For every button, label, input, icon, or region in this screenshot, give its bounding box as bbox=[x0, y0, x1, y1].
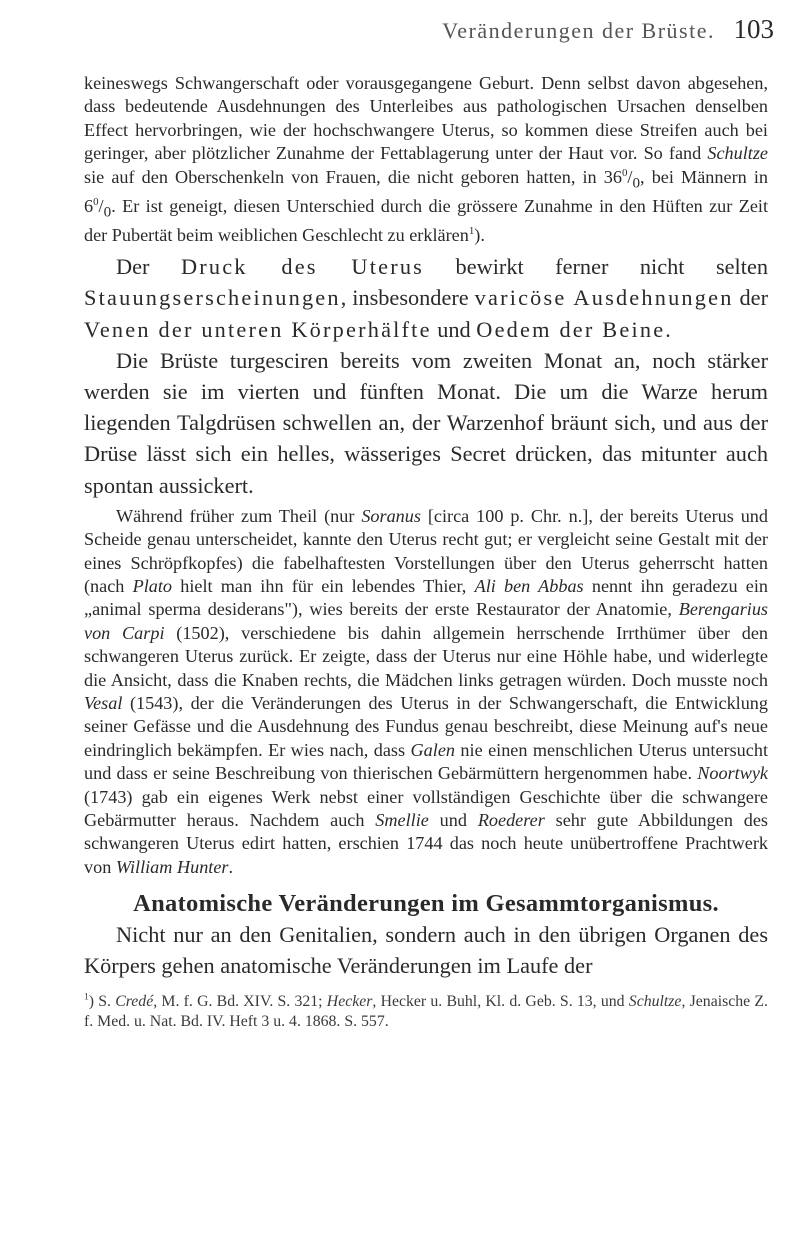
percent-sup: 0 bbox=[93, 195, 99, 208]
body-text bbox=[84, 72, 768, 1033]
paragraph-breasts: Die Brüste turgesciren bereits vom zweiten Monat an, noch stärker werden sie im vierten und fünften Monat. Die um die Warze herum liegenden Talgdrüsen schwellen an, der Warzenhof bräunt sich, und aus der Drüse lässt sich ein helles, wässeriges Secret drücken, das mitunter auch spontan aussickert. bbox=[84, 347, 768, 498]
author-name: Berengarius von Carpi bbox=[84, 599, 768, 643]
text-run: ) S. bbox=[88, 992, 116, 1010]
section-heading: Anatomische Veränderungen im Gesammtorganismus. bbox=[133, 890, 719, 918]
text-run: , Hecker u. Buhl, Kl. d. Geb. S. 13, und bbox=[372, 992, 629, 1010]
percent-slash: / bbox=[98, 195, 104, 216]
paragraph-continued bbox=[84, 72, 768, 247]
author-name: Galen bbox=[410, 739, 455, 760]
text-run: (1502), verschiedene bis dahin allgemein herrschende Irrthümer über den schwangeren Uterus zurück. Er zeigte, dass der Uterus nur eine Höhle habe, und widerlegte die Ansicht, dass die Knaben rechts, die Mädchen links getragen würden. Doch musste noch bbox=[84, 622, 768, 690]
author-name: William Hunter bbox=[115, 856, 229, 877]
paragraph-uterus-pressure bbox=[84, 251, 768, 345]
running-title: Veränderungen der Brüste. bbox=[442, 18, 715, 43]
text-run: , M. f. G. Bd. XIV. S. 321; bbox=[153, 992, 327, 1010]
text-run: keineswegs Schwangerschaft oder vorausgegangene Geburt. Denn selbst davon abgesehen, dass bedeutende Ausdehnungen des Unterleibes aus pathologischen Ursachen denselben Effect hervorbringen, wie der hochschwangere Uterus, so kommen diese Streifen auch bei geringer, aber plötzlicher Zunahme der Fettablagerung unter der Haut vor. So fand bbox=[84, 73, 768, 164]
author-name: Hecker bbox=[326, 992, 373, 1010]
text-run: . Er ist geneigt, diesen Unterschied durch die grössere Zunahme in den Hüften zur Zeit der Pubertät beim weiblichen Geschlecht zu erklären bbox=[84, 195, 768, 245]
author-name: Roederer bbox=[477, 810, 545, 831]
text-run: sehr gute Abbildungen des schwangeren Uterus edirt hatten, erschien 1744 das noch heute unübertroffene Prachtwerk von bbox=[84, 810, 768, 877]
author-name: Plato bbox=[132, 575, 173, 596]
author-name: Ali ben Abbas bbox=[474, 575, 584, 596]
author-name: Vesal bbox=[84, 693, 123, 713]
percent-slash: / bbox=[627, 166, 633, 187]
text-run: . bbox=[228, 856, 234, 877]
spaced-term: varicöse Ausdehnungen bbox=[474, 285, 734, 311]
author-name: Noortwyk bbox=[697, 763, 768, 784]
text-run: . bbox=[665, 316, 671, 342]
text-run: und bbox=[428, 810, 478, 831]
text-run: hielt man ihn für ein lebendes Thier, bbox=[172, 575, 475, 596]
percent-sub: 0 bbox=[632, 174, 641, 192]
text-run: sie auf den Oberschenkeln von Frauen, die nicht geboren hatten, in 36 bbox=[84, 166, 622, 187]
author-name: Schultze bbox=[707, 143, 768, 164]
spaced-term: Druck des Uterus bbox=[180, 254, 425, 280]
paragraph-organs: Nicht nur an den Genitalien, sondern auch in den übrigen Organen des Körpers gehen anatomische Veränderungen im Laufe der bbox=[84, 922, 768, 979]
spaced-term: Venen der unteren Körperhälfte bbox=[84, 316, 432, 342]
page-number: 103 bbox=[733, 14, 774, 44]
author-name: Schultze bbox=[628, 992, 682, 1010]
text-run: bewirkt ferner nicht selten bbox=[424, 254, 768, 280]
text-run: nie einen menschlichen Uterus untersucht und dass er seine Beschreibung von thierischen Gebärmüttern hergenommen habe. bbox=[84, 739, 768, 784]
footnote-ref[interactable]: 1 bbox=[468, 224, 475, 237]
spaced-term: Stauungserscheinungen bbox=[84, 285, 341, 311]
author-name: Soranus bbox=[361, 505, 421, 526]
text-run: , Jenaische Z. f. Med. u. Nat. Bd. IV. Heft 3 u. 4. 1868. S. 557. bbox=[84, 992, 768, 1031]
text-run: ). bbox=[474, 224, 485, 245]
author-name: Credé bbox=[115, 992, 154, 1010]
text-run: , bei Männern in 6 bbox=[84, 166, 768, 216]
text-run: (1743) gab ein eigenes Werk nebst einer vollständigen Geschichte über die schwangere Gebärmutter heraus. Nachdem auch bbox=[84, 786, 768, 831]
text-run: , insbesondere bbox=[340, 285, 475, 311]
text-run: der bbox=[733, 285, 769, 311]
text-run: und bbox=[431, 316, 477, 342]
paragraph-history bbox=[84, 505, 768, 880]
author-name: Smellie bbox=[375, 810, 429, 831]
text-run: Der bbox=[116, 254, 181, 280]
spaced-term: Oedem der Beine bbox=[476, 316, 666, 342]
footnote bbox=[84, 992, 768, 1033]
footnote-marker: 1 bbox=[84, 992, 89, 1003]
footnotes bbox=[84, 992, 768, 1033]
percent-sub: 0 bbox=[103, 203, 112, 221]
percent-sup: 0 bbox=[621, 166, 628, 179]
text-run: nennt ihn geradezu ein „animal sperma desiderans"), wies bereits der erste Restaurator der Anatomie, bbox=[84, 575, 769, 620]
text-run: Während früher zum Theil (nur bbox=[116, 505, 362, 526]
text-run: (1543), der die Veränderungen des Uterus in der Schwangerschaft, die Entwicklung seiner Gefässe und die Ausdehnung des Fundus genau beschreibt, diese Meinung auf's neue eindringlich bekämpfen. Er wies nach, dass bbox=[84, 693, 768, 760]
text-run: [circa 100 p. Chr. n.], der bereits Uterus und Scheide genau unterscheidet, kannte den Uterus recht gut; er vergleicht seine Gestalt mit der eines Schröpfkopfes) die fabelhaftesten Vorstellungen über den Uterus geherrscht hatten (nach bbox=[84, 505, 768, 596]
